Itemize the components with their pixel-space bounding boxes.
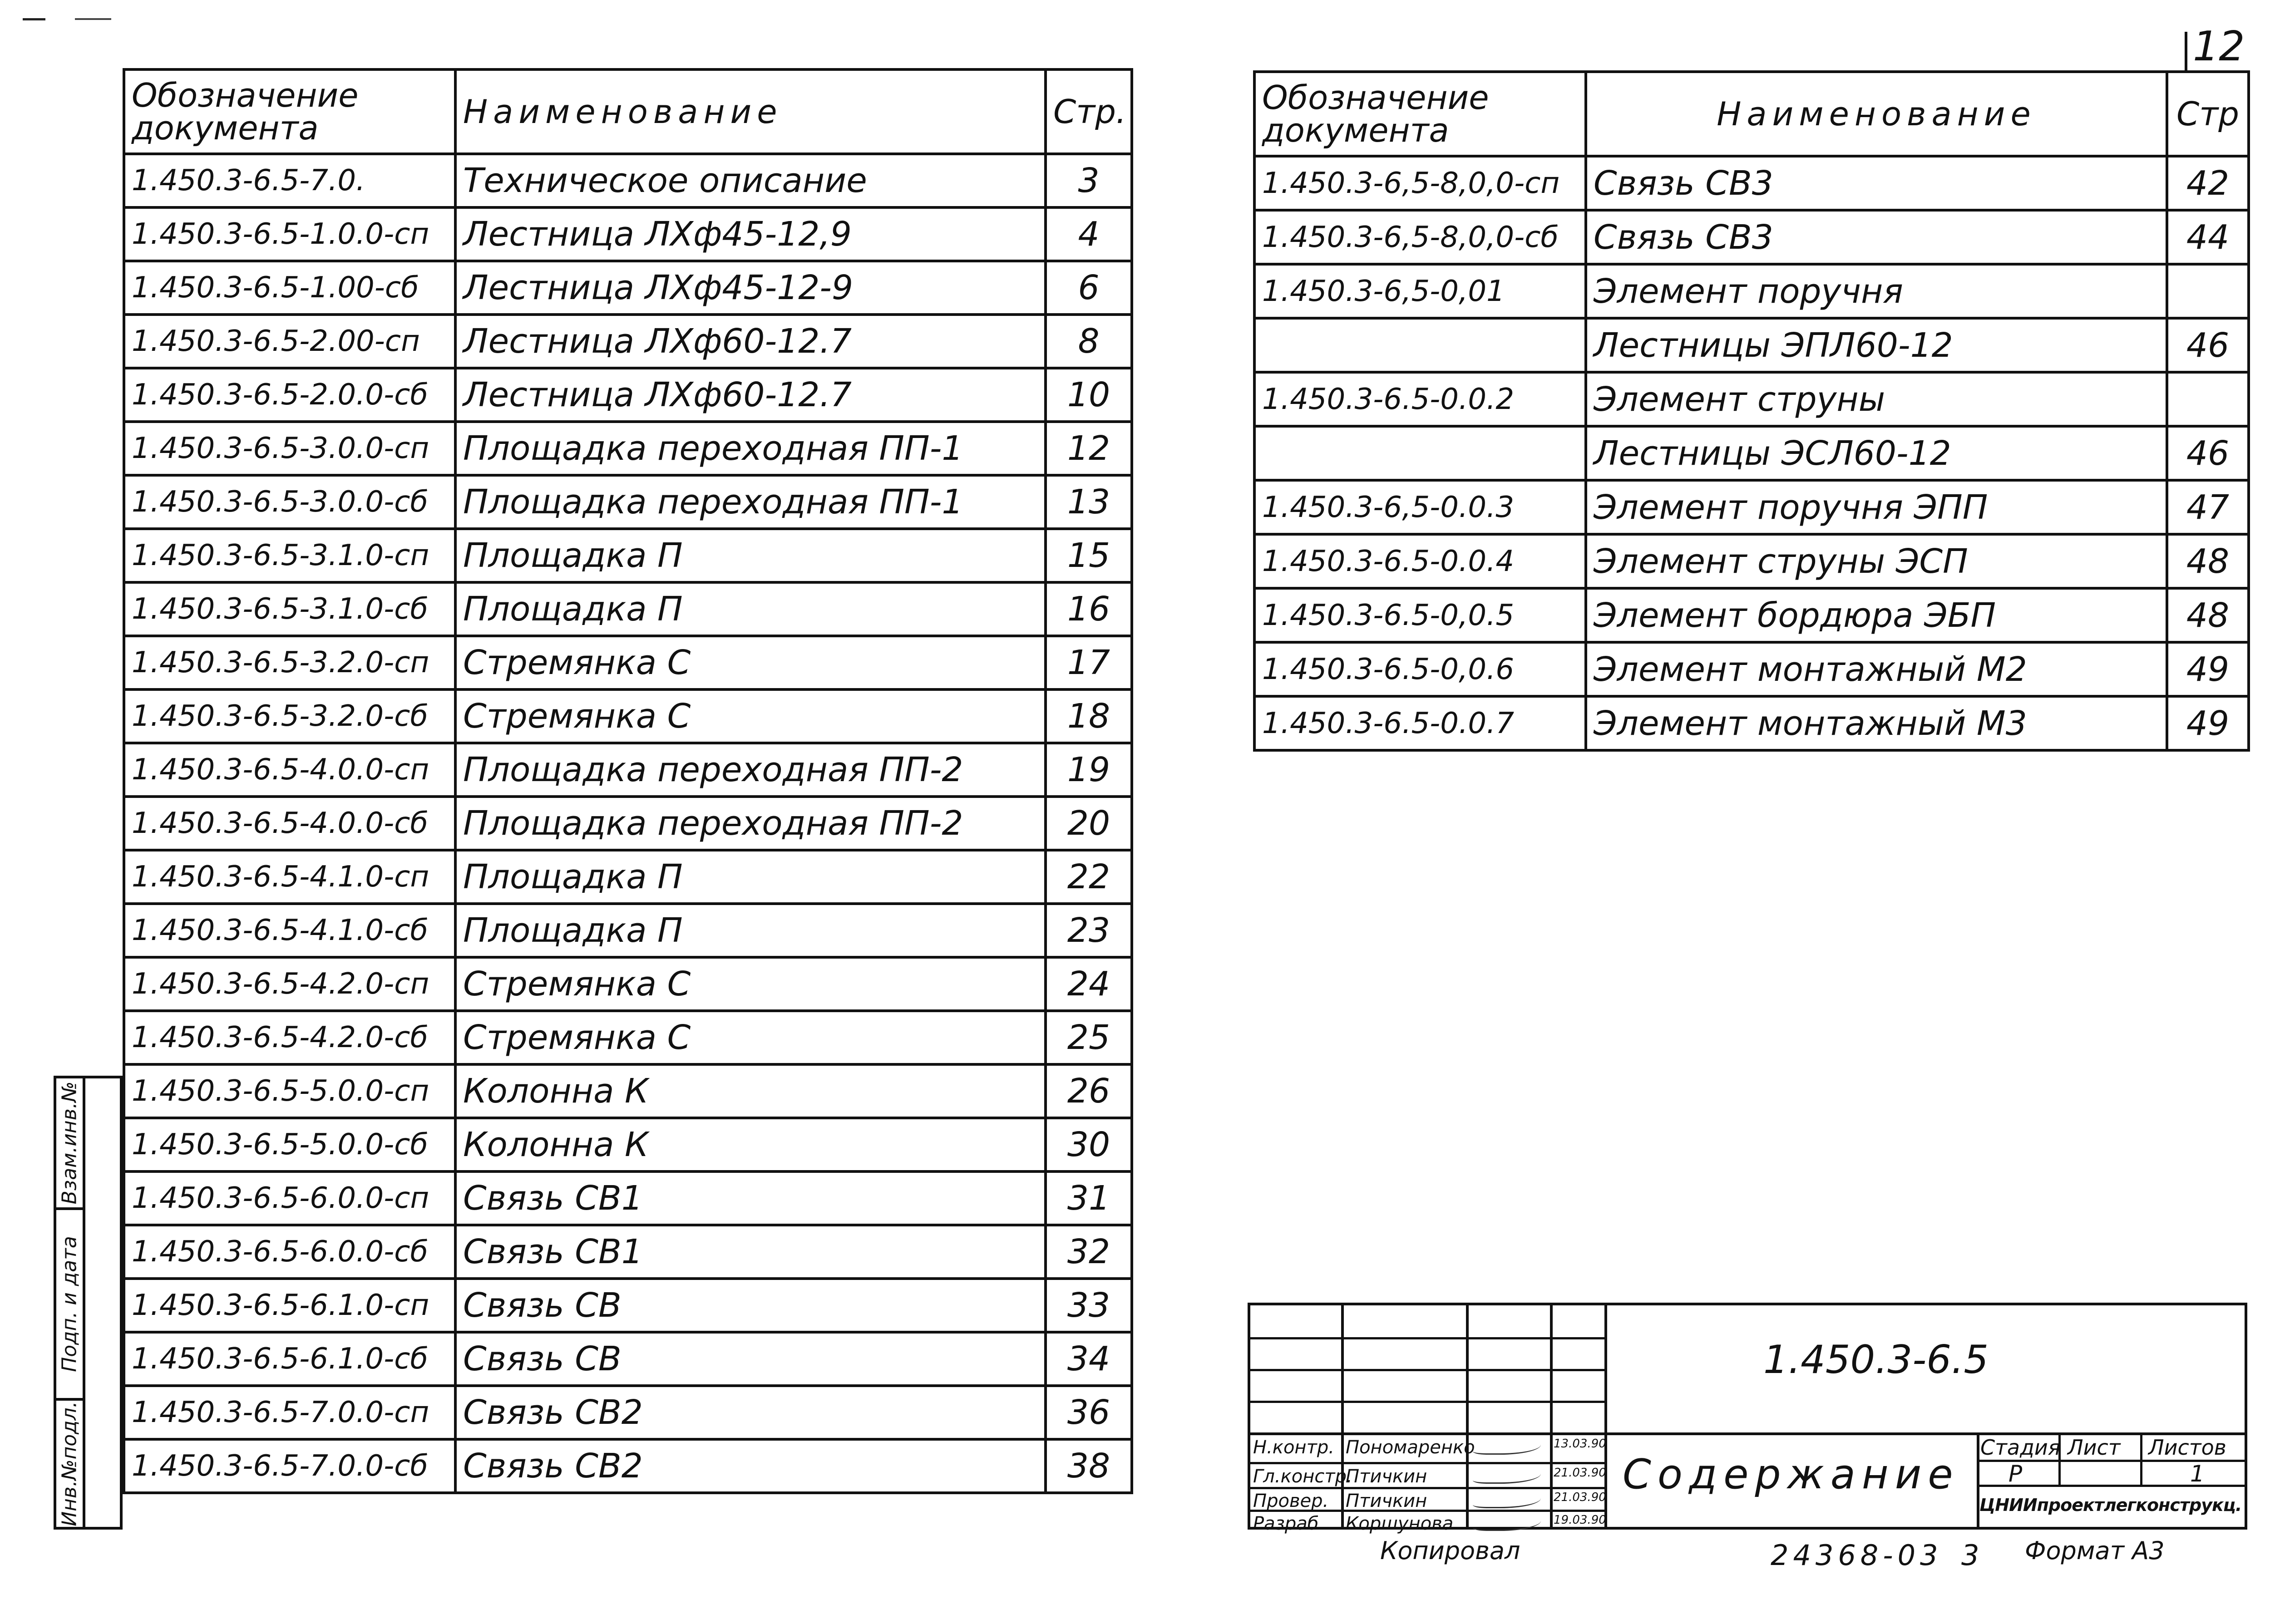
row-designation: 1.450.3-6.5-6.0.0-сб xyxy=(124,1225,455,1279)
row-name: Элемент поручня ЭПП xyxy=(1586,480,2167,534)
row-page: 12 xyxy=(1046,422,1132,475)
row-designation: 1.450.3-6.5-7.0.0-сб xyxy=(124,1439,455,1493)
signer-role: Гл.констр. xyxy=(1253,1466,1352,1487)
row-page: 19 xyxy=(1046,743,1132,797)
row-designation: 1.450.3-6.5-6.1.0-сп xyxy=(124,1279,455,1332)
row-page: 36 xyxy=(1046,1386,1132,1439)
header-name: Наименование xyxy=(1586,72,2167,156)
row-page: 42 xyxy=(2167,156,2249,210)
row-name: Связь СВ3 xyxy=(1586,210,2167,264)
page-number-tick xyxy=(2185,32,2187,73)
row-name: Связь СВ xyxy=(455,1279,1046,1332)
row-name: Площадка П xyxy=(455,904,1046,957)
sheets-value: 1 xyxy=(2190,1461,2205,1487)
row-page: 8 xyxy=(1046,315,1132,368)
row-designation: 1.450.3-6.5-4.1.0-сб xyxy=(124,904,455,957)
sheet-title: Содержание xyxy=(1623,1451,1959,1498)
signer-date: 21.03.90 xyxy=(1554,1466,1606,1480)
contents-row xyxy=(1254,642,2249,696)
corner-mark xyxy=(75,18,111,20)
row-name: Колонна К xyxy=(455,1064,1046,1118)
row-designation: 1.450.3-6.5-3.1.0-сб xyxy=(124,582,455,636)
sheets-label: Листов xyxy=(2148,1435,2226,1460)
row-designation: 1.450.3-6.5-0.0.2 xyxy=(1254,372,1586,426)
contents-row xyxy=(124,1279,1132,1332)
signer-name: Коршунова xyxy=(1346,1513,1454,1534)
archive-number: 24368-03 xyxy=(1771,1539,1943,1572)
row-name: Техническое описание xyxy=(455,154,1046,207)
row-name: Связь СВ1 xyxy=(455,1225,1046,1279)
corner-mark xyxy=(23,18,45,20)
row-page: 4 xyxy=(1046,207,1132,261)
right-rows xyxy=(1254,156,2249,750)
footer-sheet-number: 3 xyxy=(1961,1539,1979,1572)
row-name: Площадка П xyxy=(455,850,1046,904)
contents-row xyxy=(124,154,1132,207)
contents-row xyxy=(124,475,1132,529)
row-name: Лестница ЛХф45-12,9 xyxy=(455,207,1046,261)
row-designation: 1.450.3-6.5-6.0.0-сп xyxy=(124,1171,455,1225)
row-designation: 1.450.3-6.5-3.2.0-сп xyxy=(124,636,455,689)
header-designation: Обозначение документа xyxy=(1254,72,1586,156)
doc-code: 1.450.3-6.5 xyxy=(1763,1337,1989,1383)
side-cell-vzam xyxy=(56,1078,85,1210)
header-page: Стр. xyxy=(1046,69,1132,154)
organization: ЦНИИпроектлегконструкц. xyxy=(1979,1495,2242,1515)
row-name: Элемент струны xyxy=(1586,372,2167,426)
row-page: 26 xyxy=(1046,1064,1132,1118)
row-page: 30 xyxy=(1046,1118,1132,1171)
contents-row xyxy=(1254,588,2249,642)
table-header-row xyxy=(124,69,1132,154)
row-name: Площадка переходная ПП-2 xyxy=(455,743,1046,797)
row-designation xyxy=(1254,318,1586,372)
contents-row xyxy=(124,797,1132,850)
row-page: 46 xyxy=(2167,426,2249,480)
row-designation: 1.450.3-6.5-7.0.0-сп xyxy=(124,1386,455,1439)
row-designation: 1.450.3-6.5-0.0.7 xyxy=(1254,696,1586,750)
row-page: 44 xyxy=(2167,210,2249,264)
row-page: 22 xyxy=(1046,850,1132,904)
row-page: 49 xyxy=(2167,696,2249,750)
row-designation: 1.450.3-6.5-4.0.0-сп xyxy=(124,743,455,797)
row-name: Площадка П xyxy=(455,529,1046,582)
title-block xyxy=(1248,1303,2247,1534)
row-page: 3 xyxy=(1046,154,1132,207)
row-page: 16 xyxy=(1046,582,1132,636)
row-designation: 1.450.3-6,5-0,01 xyxy=(1254,264,1586,318)
contents-row xyxy=(124,582,1132,636)
contents-row xyxy=(124,689,1132,743)
row-designation: 1.450.3-6.5-4.2.0-сб xyxy=(124,1011,455,1064)
row-name: Связь СВ2 xyxy=(455,1439,1046,1493)
row-page: 24 xyxy=(1046,957,1132,1011)
row-name: Колонна К xyxy=(455,1118,1046,1171)
row-page: 32 xyxy=(1046,1225,1132,1279)
stage-value: Р xyxy=(2008,1461,2023,1487)
contents-table-right xyxy=(1253,70,2250,752)
contents-row xyxy=(124,1118,1132,1171)
signature-mark xyxy=(1473,1467,1541,1484)
row-designation: 1.450.3-6.5-0,0.5 xyxy=(1254,588,1586,642)
row-name: Элемент бордюра ЭБП xyxy=(1586,588,2167,642)
contents-row xyxy=(1254,372,2249,426)
side-cell-inv xyxy=(56,1401,85,1527)
row-page: 13 xyxy=(1046,475,1132,529)
signature-mark xyxy=(1473,1514,1541,1531)
contents-row xyxy=(124,1171,1132,1225)
contents-row xyxy=(124,743,1132,797)
row-name: Стремянка С xyxy=(455,1011,1046,1064)
row-name: Лестницы ЭСЛ60-12 xyxy=(1586,426,2167,480)
row-designation: 1.450.3-6.5-6.1.0-сб xyxy=(124,1332,455,1386)
row-name: Связь СВ3 xyxy=(1586,156,2167,210)
row-designation: 1.450.3-6.5-2.0.0-сб xyxy=(124,368,455,422)
copied-by: Копировал xyxy=(1380,1536,1520,1565)
row-name: Элемент струны ЭСП xyxy=(1586,534,2167,588)
signer-role: Провер. xyxy=(1253,1491,1329,1511)
header-page: Стр xyxy=(2167,72,2249,156)
contents-row xyxy=(124,529,1132,582)
stage-label: Стадия xyxy=(1980,1435,2061,1460)
row-page: 15 xyxy=(1046,529,1132,582)
row-page: 38 xyxy=(1046,1439,1132,1493)
row-page: 31 xyxy=(1046,1171,1132,1225)
row-designation: 1.450.3-6.5-1.0.0-сп xyxy=(124,207,455,261)
header-name: Наименование xyxy=(455,69,1046,154)
row-name: Связь СВ xyxy=(455,1332,1046,1386)
row-designation: 1.450.3-6.5-3.2.0-сб xyxy=(124,689,455,743)
row-page: 20 xyxy=(1046,797,1132,850)
contents-table-left xyxy=(123,68,1133,1494)
row-name: Площадка переходная ПП-1 xyxy=(455,475,1046,529)
row-page: 49 xyxy=(2167,642,2249,696)
contents-row xyxy=(124,1386,1132,1439)
contents-row xyxy=(124,636,1132,689)
contents-row xyxy=(124,315,1132,368)
row-designation: 1.450.3-6.5-3.1.0-сп xyxy=(124,529,455,582)
contents-row xyxy=(124,422,1132,475)
signer-name: Птичкин xyxy=(1346,1466,1427,1487)
side-cell-podp xyxy=(56,1210,85,1401)
signer-date: 13.03.90 xyxy=(1554,1437,1606,1451)
row-designation: 1.450.3-6.5-2.00-сп xyxy=(124,315,455,368)
contents-row xyxy=(124,207,1132,261)
row-designation: 1.450.3-6.5-4.2.0-сп xyxy=(124,957,455,1011)
row-name: Элемент поручня xyxy=(1586,264,2167,318)
row-designation: 1.450.3-6.5-3.0.0-сб xyxy=(124,475,455,529)
row-designation: 1.450.3-6,5-0.0.3 xyxy=(1254,480,1586,534)
row-name: Площадка переходная ПП-2 xyxy=(455,797,1046,850)
side-label-podp-data: Подп. и дата xyxy=(58,1236,81,1372)
table-header-row xyxy=(1254,72,2249,156)
contents-row xyxy=(124,850,1132,904)
contents-row xyxy=(1254,696,2249,750)
signature-mark xyxy=(1473,1438,1541,1455)
left-rows xyxy=(124,154,1132,1493)
contents-row xyxy=(124,957,1132,1011)
row-name: Лестница ЛХф60-12.7 xyxy=(455,368,1046,422)
row-name: Стремянка С xyxy=(455,957,1046,1011)
row-designation: 1.450.3-6.5-4.0.0-сб xyxy=(124,797,455,850)
row-page: 10 xyxy=(1046,368,1132,422)
row-name: Связь СВ2 xyxy=(455,1386,1046,1439)
contents-row xyxy=(1254,426,2249,480)
row-designation: 1.450.3-6,5-8,0,0-сп xyxy=(1254,156,1586,210)
row-designation: 1.450.3-6.5-4.1.0-сп xyxy=(124,850,455,904)
contents-row xyxy=(124,368,1132,422)
row-page: 33 xyxy=(1046,1279,1132,1332)
signer-name: Пономаренко xyxy=(1346,1437,1475,1458)
contents-row xyxy=(1254,480,2249,534)
row-name: Лестница ЛХф60-12.7 xyxy=(455,315,1046,368)
contents-row xyxy=(124,261,1132,315)
row-name: Лестницы ЭПЛ60-12 xyxy=(1586,318,2167,372)
page-number: 12 xyxy=(2193,23,2245,70)
side-label-inv-podl: Инв.№подл. xyxy=(58,1401,81,1526)
contents-row xyxy=(124,1439,1132,1493)
header-designation: Обозначение документа xyxy=(124,69,455,154)
row-name: Стремянка С xyxy=(455,689,1046,743)
row-page: 48 xyxy=(2167,534,2249,588)
contents-row xyxy=(1254,156,2249,210)
row-designation: 1.450.3-6.5-7.0. xyxy=(124,154,455,207)
contents-row xyxy=(124,1011,1132,1064)
contents-row xyxy=(124,1225,1132,1279)
signer-name: Птичкин xyxy=(1346,1491,1427,1511)
row-designation: 1.450.3-6,5-8,0,0-сб xyxy=(1254,210,1586,264)
row-page: 46 xyxy=(2167,318,2249,372)
row-page: 23 xyxy=(1046,904,1132,957)
signer-date: 19.03.90 xyxy=(1554,1513,1606,1527)
row-page xyxy=(2167,372,2249,426)
row-name: Площадка П xyxy=(455,582,1046,636)
row-page: 47 xyxy=(2167,480,2249,534)
contents-row xyxy=(124,1332,1132,1386)
row-name: Площадка переходная ПП-1 xyxy=(455,422,1046,475)
side-label-vzam-inv: Взам.инв.№ xyxy=(58,1081,81,1205)
row-name: Связь СВ1 xyxy=(455,1171,1046,1225)
row-page: 34 xyxy=(1046,1332,1132,1386)
signature-mark xyxy=(1473,1491,1541,1508)
contents-row xyxy=(1254,264,2249,318)
row-page: 17 xyxy=(1046,636,1132,689)
contents-row xyxy=(124,1064,1132,1118)
row-designation: 1.450.3-6.5-3.0.0-сп xyxy=(124,422,455,475)
signer-role: Н.контр. xyxy=(1253,1437,1334,1458)
contents-row xyxy=(1254,534,2249,588)
row-designation xyxy=(1254,426,1586,480)
sheet-label: Лист xyxy=(2068,1435,2121,1460)
contents-row xyxy=(1254,318,2249,372)
row-page xyxy=(2167,264,2249,318)
row-page: 25 xyxy=(1046,1011,1132,1064)
side-stamp-strip xyxy=(54,1076,123,1530)
row-designation: 1.450.3-6.5-0,0.6 xyxy=(1254,642,1586,696)
row-name: Элемент монтажный М3 xyxy=(1586,696,2167,750)
row-designation: 1.450.3-6.5-1.00-сб xyxy=(124,261,455,315)
format-label: Формат А3 xyxy=(2025,1536,2165,1565)
row-designation: 1.450.3-6.5-5.0.0-сп xyxy=(124,1064,455,1118)
row-page: 6 xyxy=(1046,261,1132,315)
row-name: Стремянка С xyxy=(455,636,1046,689)
row-name: Лестница ЛХф45-12-9 xyxy=(455,261,1046,315)
contents-row xyxy=(124,904,1132,957)
contents-row xyxy=(1254,210,2249,264)
row-designation: 1.450.3-6.5-0.0.4 xyxy=(1254,534,1586,588)
row-page: 18 xyxy=(1046,689,1132,743)
row-name: Элемент монтажный М2 xyxy=(1586,642,2167,696)
signer-date: 21.03.90 xyxy=(1554,1491,1606,1504)
row-page: 48 xyxy=(2167,588,2249,642)
row-designation: 1.450.3-6.5-5.0.0-сб xyxy=(124,1118,455,1171)
signer-role: Разраб. xyxy=(1253,1513,1325,1534)
